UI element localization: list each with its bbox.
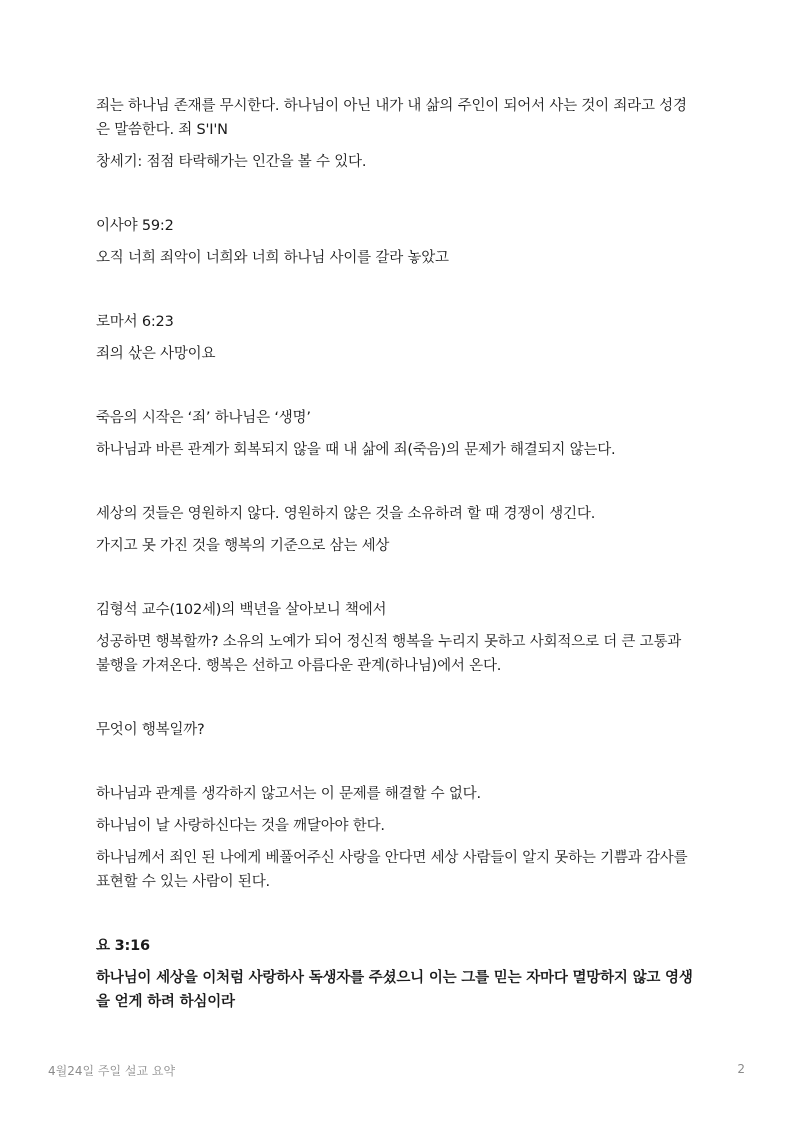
paragraph-happiness-standard: 가지고 못 가진 것을 행복의 기준으로 삼는 세상 xyxy=(96,538,390,554)
document-body xyxy=(96,94,696,1014)
verse-reference-isaiah: 이사야 59:2 xyxy=(96,218,174,234)
paragraph-joy-gratitude: 하나님께서 죄인 된 나에게 베풀어주신 사랑을 안다면 세상 사람들이 알지 못하는 기쁨과 감사를 표현할 수 있는 사람이 된다. xyxy=(96,850,688,890)
footer-title: 4월24일 주일 설교 요약 xyxy=(48,1064,176,1078)
verse-text-john: 하나님이 세상을 이처럼 사랑하사 독생자를 주셨으니 이는 그를 믿는 자마다 멸망하지 않고 영생을 얻게 하려 하심이라 xyxy=(96,970,693,1010)
verse-text-romans: 죄의 삯은 사망이요 xyxy=(96,346,216,362)
paragraph-success-happiness: 성공하면 행복할까? 소유의 노예가 되어 정신적 행복을 누리지 못하고 사회적으로 더 큰 고통과 불행을 가져온다. 행복은 선하고 아름다운 관계(하나님)에서 온다. xyxy=(96,634,682,674)
paragraph-god-loves-me: 하나님이 날 사랑하신다는 것을 깨달아야 한다. xyxy=(96,818,385,834)
paragraph-death-life: 죽음의 시작은 ‘죄’ 하나님은 ‘생명’ xyxy=(96,410,311,426)
paragraph-what-is-happiness: 무엇이 행복일까? xyxy=(96,722,205,738)
paragraph-world-things: 세상의 것들은 영원하지 않다. 영원하지 않은 것을 소유하려 할 때 경쟁이 생긴다. xyxy=(96,506,596,522)
page-number: 2 xyxy=(737,1062,745,1076)
verse-reference-romans: 로마서 6:23 xyxy=(96,314,174,330)
verse-text-isaiah: 오직 너희 죄악이 너희와 너희 하나님 사이를 갈라 놓았고 xyxy=(96,250,449,266)
paragraph-solve-problem: 하나님과 관계를 생각하지 않고서는 이 문제를 해결할 수 없다. xyxy=(96,786,481,802)
verse-reference-john: 요 3:16 xyxy=(96,938,150,954)
paragraph-book-reference: 김형석 교수(102세)의 백년을 살아보니 책에서 xyxy=(96,602,387,618)
paragraph-sin-definition: 죄는 하나님 존재를 무시한다. 하나님이 아닌 내가 내 삶의 주인이 되어서 사는 것이 죄라고 성경은 말씀한다. 죄 S'I'N xyxy=(96,98,687,138)
paragraph-relationship: 하나님과 바른 관계가 회복되지 않을 때 내 삶에 죄(죽음)의 문제가 해결되지 않는다. xyxy=(96,442,616,458)
paragraph-genesis: 창세기: 점점 타락해가는 인간을 볼 수 있다. xyxy=(96,154,367,170)
